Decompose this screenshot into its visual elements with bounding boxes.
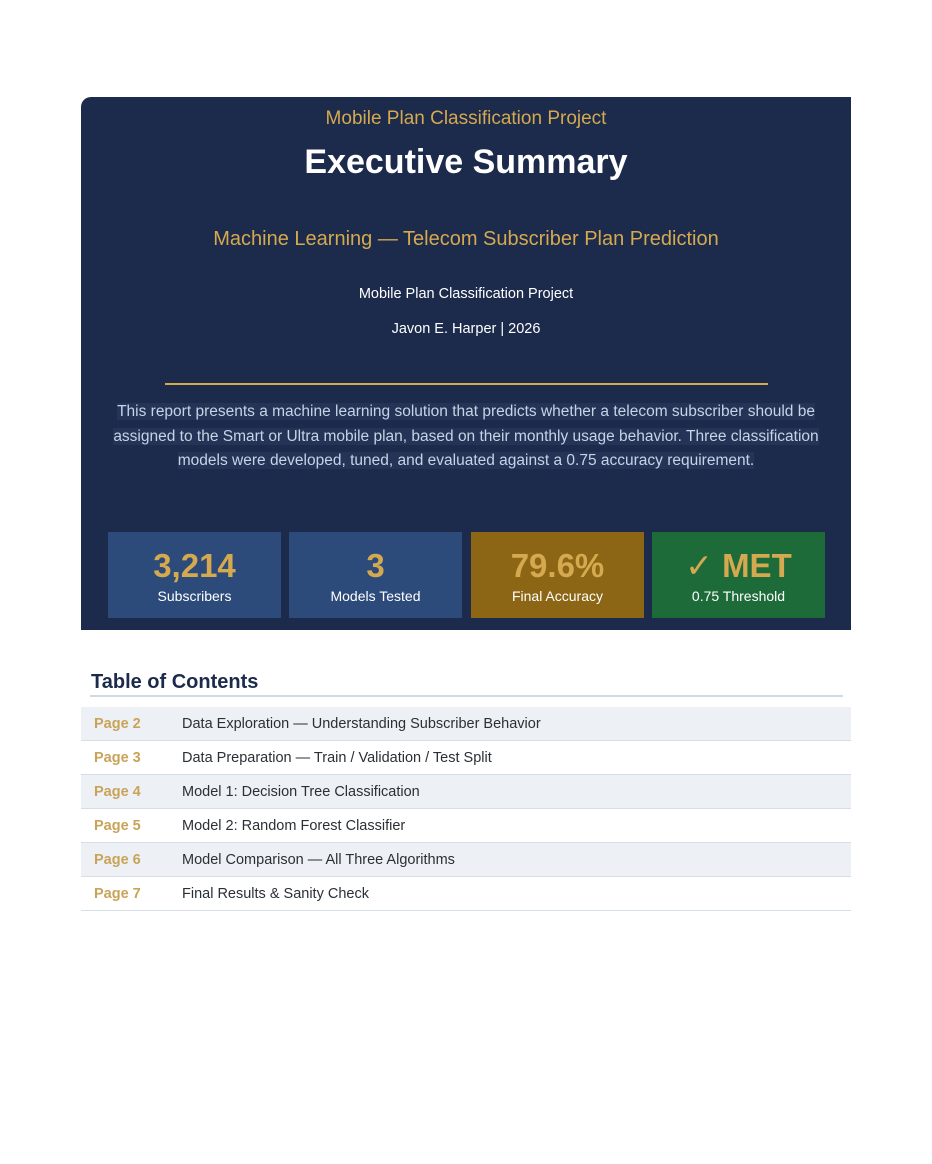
toc-page-number: Page 2: [94, 716, 141, 732]
divider: [165, 383, 768, 385]
toc-heading: Table of Contents: [91, 671, 259, 693]
toc-section-title: Data Preparation — Train / Validation / Test Split: [182, 750, 492, 766]
stat-label: Final Accuracy: [511, 588, 604, 604]
toc-section-title: Model 2: Random Forest Classifier: [182, 818, 406, 834]
stat-card-subscribers: [108, 532, 281, 618]
stat-label: Subscribers: [157, 588, 232, 604]
toc-item[interactable]: [81, 877, 851, 911]
toc-page-number: Page 5: [94, 818, 141, 834]
stat-value: 3: [366, 547, 385, 584]
toc-page-number: Page 3: [94, 750, 141, 766]
toc-item[interactable]: [81, 707, 851, 741]
stat-value: 79.6%: [510, 547, 605, 584]
stat-card-threshold: [652, 532, 825, 618]
summary-text: This report presents a machine learning solution that predicts whether a telecom subscriber should be assigned to the Smart or Ultra mobile plan, based on their monthly usage behavior. Three classification models were developed, tuned, and evaluated against a 0.75 accuracy requirement.: [113, 403, 819, 469]
stat-label: 0.75 Threshold: [691, 588, 786, 604]
stat-value: 3,214: [153, 547, 236, 584]
executive-summary-banner: [81, 97, 851, 630]
project-kicker: Mobile Plan Classification Project: [325, 108, 607, 129]
page-title: Executive Summary: [304, 143, 628, 181]
toc-item[interactable]: [81, 843, 851, 877]
stat-label: Models Tested: [330, 588, 421, 604]
toc-page-number: Page 7: [94, 886, 141, 902]
toc-item[interactable]: [81, 809, 851, 843]
stat-card-accuracy: [471, 532, 644, 618]
project-name: Mobile Plan Classification Project: [358, 286, 574, 302]
author-line: Javon E. Harper | 2026: [391, 321, 541, 337]
summary-paragraph: [95, 400, 837, 474]
toc-section-title: Data Exploration — Understanding Subscriber Behavior: [182, 716, 541, 732]
toc-section-title: Final Results & Sanity Check: [182, 886, 369, 902]
page-subtitle: Machine Learning — Telecom Subscriber Plan Prediction: [213, 228, 719, 250]
toc-divider: [90, 695, 843, 697]
toc-section-title: Model Comparison — All Three Algorithms: [182, 852, 455, 868]
stat-card-models: [289, 532, 462, 618]
toc-page-number: Page 6: [94, 852, 141, 868]
table-of-contents: [81, 707, 851, 911]
toc-section-title: Model 1: Decision Tree Classification: [182, 784, 420, 800]
toc-item[interactable]: [81, 741, 851, 775]
stat-value: ✓ MET: [685, 547, 792, 584]
toc-page-number: Page 4: [94, 784, 141, 800]
toc-item[interactable]: [81, 775, 851, 809]
